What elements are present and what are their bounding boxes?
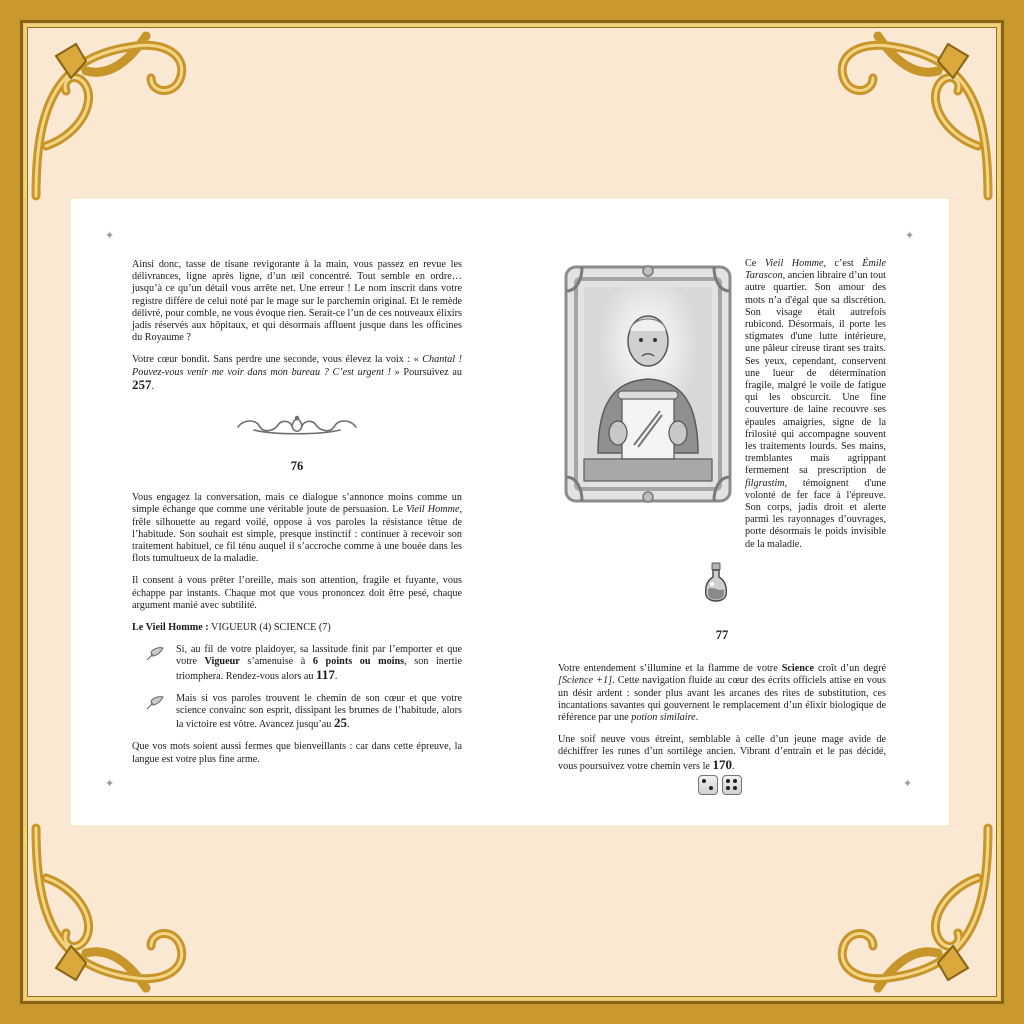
ornamental-divider-icon [234, 413, 360, 439]
choice-bullet: Si, au fil de votre plaidoyer, sa lassitude finit par l’emporter et que votre Vigueur s’amenuise à 6 points ou moins, son inertie triomphera. Rendez-vous alors au 117. [132, 644, 462, 683]
corner-ornament-icon [16, 808, 216, 1008]
book-spread [71, 199, 949, 825]
choice-bullet: Mais si vos paroles trouvent le chemin de son cœur et que votre science convainc son esprit, dissipant les brumes de l’habitude, alors la victoire est vôtre. Avancez jusqu’au 25. [132, 693, 462, 732]
section-76 [132, 460, 462, 776]
adversary-stats: Le Vieil Homme : VIGUEUR (4) SCIENCE (7) [132, 622, 331, 634]
left-page [71, 199, 510, 825]
section-77 [558, 629, 886, 783]
paragraph: Ainsi donc, tasse de tisane revigorante à la main, vous passez en revue les délivrances, ligne après ligne, d’un œil concentré. Tout semble en ordre… jusqu’à ce qu’un détail vous arrête net. Une erreur ! Le nom inscrit dans votre registre diffère de celui noté par le mage sur le parchemin original. Et le remède délivré, pour comble, ne vous évoque rien. Serait-ce l’un de ces nouveaux élixirs jadis réservés aux hôpitaux, et qui désormais affluent jusque dans les officines du Royaume ? [132, 259, 462, 344]
paragraph: Il consent à vous prêter l’oreille, mais son attention, fragile et fuyante, vous échappe par instants. Chaque mot que vous prononcez doit être pesé, chaque argument manié avec subtilité. [132, 575, 462, 611]
section-link[interactable]: 257 [132, 376, 152, 392]
paragraph: Votre cœur bondit. Sans perdre une seconde, vous élevez la voix : « Chantal ! Pouvez-vous venir me voir dans mon bureau ? C’est urgent ! » Poursuivez au 257. [132, 354, 462, 392]
sparkle-icon: ✦ [905, 230, 915, 242]
section-link[interactable]: 170 [712, 756, 732, 772]
die-icon [722, 775, 742, 795]
paragraph: Que vos mots soient aussi fermes que bienveillants : car dans cette épreuve, la langue est votre plus fine arme. [132, 741, 462, 765]
quill-icon [146, 646, 164, 662]
quill-icon [146, 695, 164, 711]
right-page [510, 199, 949, 825]
paragraph: Votre entendement s’illumine et la flamme de votre Science croît d’un degré [Science +1]. Cette navigation fluide au cœur des écrits officiels attise en vous un désir ardent : sonder plus avant les arcanes des rites de substitution, ces incantations savantes qui gouvernent le remplacement d’un élixir biologique de référence par une potion similaire. [558, 663, 886, 724]
left-page-text [132, 259, 462, 403]
sparkle-icon: ✦ [105, 778, 115, 790]
paragraph: Une soif neuve vous étreint, semblable à celle d’un jeune mage avide de déchiffrer les runes d’un sortilège ancien. Vibrant d’entrain et le pas décidé, vous poursuivez votre chemin vers le 170. [558, 734, 886, 772]
section-link[interactable]: 25 [333, 715, 347, 731]
corner-ornament-icon [808, 808, 1008, 1008]
paragraph: Ce Vieil Homme, c’est Émile Tarascon, ancien libraire d’un tout autre quartier. Son amour des mots n’a d'égal que sa discrétion. Son visage était autrefois rubicond. Désormais, il porte les stigmates d'une lutte intérieure, une pâleur cireuse tirant ses traits. Ses yeux, cependant, conservent une lueur de détermination fragile, malgré le voile de fatigue qui les obscurcit. Une fine couverture de laine recouvre ses épaules amaigries, signe de la frilosité qui accompagne souvent les traitements lourds. Ses mains, tremblantes mais agrippant fermement sa prescription de filgrastim, témoignent d'une volonté de fer face à l'épreuve. Son corps, jadis droit et alerte parmi les rayonnages d’ouvrages, porte désormais le poids invisible de la maladie. [745, 258, 887, 550]
die-icon [698, 775, 718, 795]
section-number: 76 [290, 459, 304, 473]
section-link[interactable]: 117 [316, 666, 335, 682]
sparkle-icon: ✦ [105, 230, 115, 242]
paragraph: Vous engagez la conversation, mais ce dialogue s’annonce moins comme un simple échange que comme une véritable joute de persuasion. Le Vieil Homme, frêle silhouette au regard voilé, oppose à vos paroles la résistance têtue de l’habitude. Son souhait est simple, presque instinctif : continuer à recevoir son traitement habituel, ce fil ténu auquel il s’accroche comme à une bouée dans les flots tumultueux de la maladie. [132, 492, 463, 565]
dice-icon [698, 775, 742, 795]
potion-bottle-icon [703, 561, 729, 607]
corner-ornament-icon [808, 16, 1008, 216]
sparkle-icon: ✦ [903, 778, 913, 790]
corner-ornament-icon [16, 16, 216, 216]
section-number: 77 [715, 628, 729, 642]
character-description [745, 258, 886, 551]
old-man-portrait-illustration [562, 263, 734, 505]
